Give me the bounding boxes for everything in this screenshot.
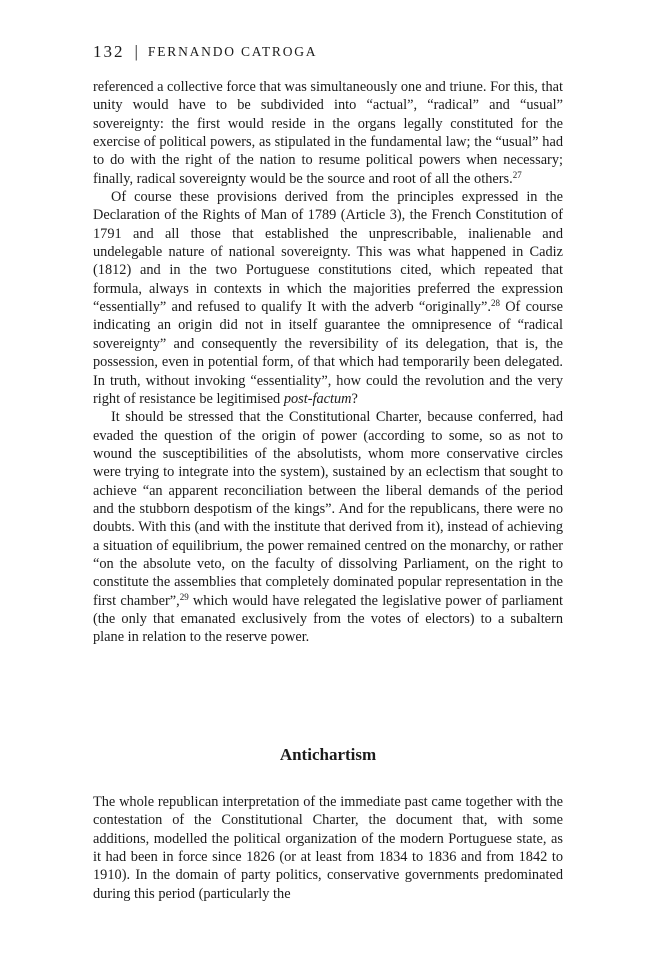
running-header (93, 40, 317, 64)
paragraph-text: which would have relegated the legislative power of parliament (the only that emanated exclusively from the votes of electors) to a subaltern plane in relation to the reserve power. (93, 592, 563, 646)
body-text (93, 78, 563, 647)
paragraph-text: Of course these provisions derived from the principles expressed in the Declaration of the Rights of Man of 1789 (Article 3), the French Constitution of 1791 and all those that established the unprescribable, inalienable and undelegable nature of national sovereignty. This was what happened in Cadiz (1812) and in the two Portuguese constitutions cited, which repeated that formula, always in contexts in which the majorities preferred the expression “essentially” and refused to qualify It with the adverb “originally”. (93, 189, 563, 316)
paragraph-3 (93, 408, 563, 646)
paragraph-text: Of course indicating an origin did not in itself guarantee the omnipresence of “radical sovereignty” and consequently the reversibility of its delegation, that is, the possession, even in potential form, of that which had temporarily been delegated. In truth, without invoking “essentiality”, how could the revolution and the very right of resistance be legitimised (93, 299, 563, 407)
paragraph-2 (93, 188, 563, 408)
paragraph-1 (93, 78, 563, 188)
footnote-ref-29: 29 (179, 591, 189, 602)
footnote-ref-28: 28 (490, 298, 500, 309)
header-separator: | (134, 42, 138, 61)
footnote-ref-27: 27 (512, 169, 522, 180)
italic-term: post-factum (283, 390, 352, 407)
section-body-text (93, 793, 563, 903)
paragraph-text: referenced a collective force that was simultaneously one and triune. For this, that unity would have to be subdivided into “actual”, “radical” and “usual” sovereignty: the first would reside in the organs legally constituted for the exercise of political powers, as stipulated in the fundamental law; the “usual” had to do with the right of the nation to resume political powers when necessary; finally, radical sovereignty would be the source and root of all the others. (93, 79, 563, 187)
section-heading: Antichartism (279, 745, 377, 764)
running-head-author: FERNANDO CATROGA (147, 44, 318, 59)
section-paragraph-1: The whole republican interpretation of the immediate past came together with the contestation of the Constitutional Charter, the document that, with some additions, modelled the political organization of the modern Portuguese state, as it had been in force since 1826 (or at least from 1834 to 1836 and from 1842 to 1910). In the domain of party politics, conservative governments predominated during this period (particularly the (93, 794, 563, 902)
page-number: 132 (93, 42, 125, 61)
paragraph-text: It should be stressed that the Constitutional Charter, because conferred, had evaded the question of the origin of power (according to some, so as not to wound the susceptibilities of the absolutists, whom more conservative circles were trying to integrate into the system), sustained by an eclectism that sought to achieve “an apparent reconciliation between the liberal demands of the period and the stubborn despotism of the kings”. And for the republicans, there were no doubts. With this (and with the institute that derived from it), instead of achieving a situation of equilibrium, the power remained centred on the monarchy, or rather “on the absolute veto, on the faculty of dissolving Parliament, on the right to constitute the assemblies that completely dominated popular representation in the first chamber”, (93, 409, 563, 609)
paragraph-end: ? (351, 390, 358, 407)
